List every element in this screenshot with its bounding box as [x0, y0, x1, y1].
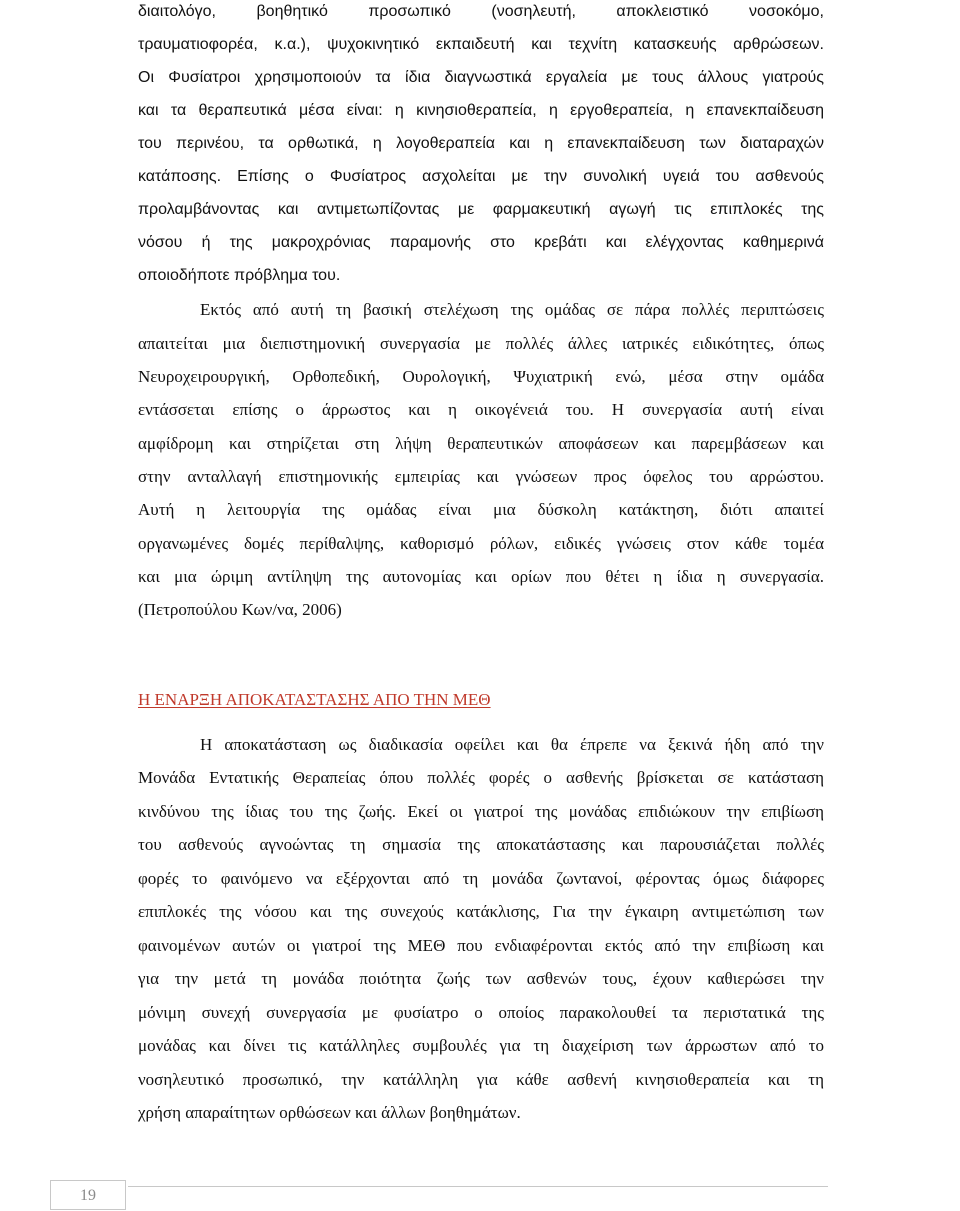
section-heading: Η ΕΝΑΡΞΗ ΑΠΟΚΑΤΑΣΤΑΣΗΣ ΑΠΟ ΤΗΝ ΜΕΘ: [138, 690, 491, 709]
paragraph-line: αμφίδρομη και στηρίζεται στη λήψη θεραπευτικών αποφάσεων και παρεμβάσεων και: [138, 434, 824, 453]
paragraph-line: οργανωμένες δομές περίθαλψης, καθορισμό ρόλων, ειδικές γνώσεις στον κάθε τομέα: [138, 534, 824, 553]
paragraph-line: τραυματιοφορέα, κ.α.), ψυχοκινητικό εκπαιδευτή και τεχνίτη κατασκευής αρθρώσεων.: [138, 36, 824, 53]
paragraph-line: και τα θεραπευτικά μέσα είναι: η κινησιοθεραπεία, η εργοθεραπεία, η επανεκπαίδευση: [138, 102, 824, 119]
paragraph-line: του ασθενούς αγνοώντας τη σημασία της αποκατάστασης και παρουσιάζεται πολλές: [138, 835, 824, 854]
paragraph-line: του περινέου, τα ορθωτικά, η λογοθεραπεία και η επανεκπαίδευση των διαταραχών: [138, 135, 824, 152]
paragraph-line: χρήση απαραίτητων ορθώσεων και άλλων βοηθημάτων.: [138, 1103, 521, 1122]
paragraph-line: επιπλοκές της νόσου και της συνεχούς κατάκλισης, Για την έγκαιρη αντιμετώπιση των: [138, 902, 824, 921]
paragraph-line: κινδύνου της ίδιας του της ζωής. Εκεί οι γιατροί της μονάδας επιδιώκουν την επιβίωση: [138, 802, 824, 821]
paragraph-line: εντάσσεται επίσης ο άρρωστος και η οικογένειά του. Η συνεργασία αυτή είναι: [138, 400, 824, 419]
paragraph-line: Η αποκατάσταση ως διαδικασία οφείλει και θα έπρεπε να ξεκινά ήδη από την: [200, 735, 824, 754]
paragraph-line: Μονάδα Εντατικής Θεραπείας όπου πολλές φορές ο ασθενής βρίσκεται σε κατάσταση: [138, 768, 824, 787]
paragraph-line: στην ανταλλαγή επιστημονικής εμπειρίας και γνώσεων προς όφελος του αρρώστου.: [138, 467, 824, 486]
footer-divider: [128, 1186, 828, 1187]
paragraph-line: Νευροχειρουργική, Ορθοπεδική, Ουρολογική, Ψυχιατρική ενώ, μέσα στην ομάδα: [138, 367, 824, 386]
paragraph-line: προλαμβάνοντας και αντιμετωπίζοντας με φαρμακευτική αγωγή τις επιπλοκές της: [138, 201, 824, 218]
paragraph-line: φορές το φαινόμενο να εξέρχονται από τη μονάδα ζωντανοί, φέροντας όμως διάφορες: [138, 869, 824, 888]
paragraph-line: κατάποσης. Επίσης ο Φυσίατρος ασχολείται με την συνολική υγειά του ασθενούς: [138, 168, 824, 185]
paragraph-line: απαιτείται μια διεπιστημονική συνεργασία με πολλές άλλες ιατρικές ειδικότητες, όπως: [138, 334, 824, 353]
paragraph-line: Οι Φυσίατροι χρησιμοποιούν τα ίδια διαγνωστικά εργαλεία με τους άλλους γιατρούς: [138, 69, 824, 86]
paragraph-line: Εκτός από αυτή τη βασική στελέχωση της ομάδας σε πάρα πολλές περιπτώσεις: [200, 300, 824, 319]
paragraph-line: διαιτολόγο, βοηθητικό προσωπικό (νοσηλευτή, αποκλειστικό νοσοκόμο,: [138, 3, 824, 20]
paragraph-line: νόσου ή της μακροχρόνιας παραμονής στο κρεβάτι και ελέγχοντας καθημερινά: [138, 234, 824, 251]
paragraph-line: και μια ώριμη αντίληψη της αυτονομίας και ορίων που θέτει η ίδια η συνεργασία.: [138, 567, 824, 586]
paragraph-line: φαινομένων αυτών οι γιατροί της ΜΕΘ που ενδιαφέρονται εκτός από την επιβίωση και: [138, 936, 824, 955]
paragraph-line: νοσηλευτικό προσωπικό, την κατάλληλη για κάθε ασθενή κινησιοθεραπεία και τη: [138, 1070, 824, 1089]
page-number: 19: [50, 1180, 126, 1210]
paragraph-line: για την μετά τη μονάδα ποιότητα ζωής των ασθενών τους, έχουν καθιερώσει την: [138, 969, 824, 988]
citation: (Πετροπούλου Κων/να, 2006): [138, 600, 342, 619]
paragraph-line: μόνιμη συνεχή συνεργασία με φυσίατρο ο οποίος παρακολουθεί τα περιστατικά της: [138, 1003, 824, 1022]
paragraph-line: μονάδας και δίνει τις κατάλληλες συμβουλές για τη διαχείριση των άρρωστων από το: [138, 1036, 824, 1055]
paragraph-line: οποιοδήποτε πρόβλημα του.: [138, 267, 341, 284]
paragraph-line: Αυτή η λειτουργία της ομάδας είναι μια δύσκολη κατάκτηση, διότι απαιτεί: [138, 500, 824, 519]
